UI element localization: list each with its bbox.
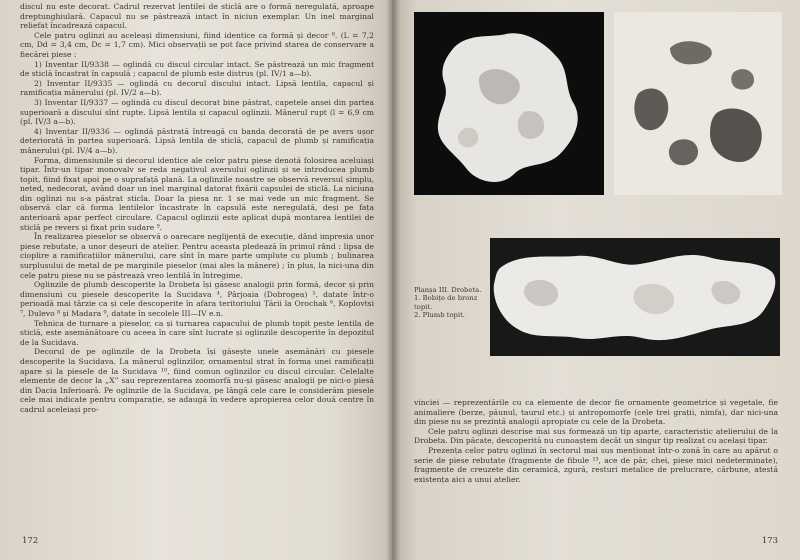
paragraph: Cele patru oglinzi au aceleași dimensiuni, fiind identice ca formă și decor ⁸. (L = 7,2 cm, Dd = 3,4 cm, Dc = 1,7 cm). Mici observații se pot face privind starea de conservare a fiecărei piese :	[20, 30, 374, 59]
plate-photo-1	[414, 12, 604, 195]
paragraph: Cele patru oglinzi descrise mai sus formează un tip aparte, caracteristic atelierului de la Drobeta. Din păcate, descoperită nu cunoaștem decât un singur tip realizat cu același tipar.	[414, 426, 778, 446]
paragraph: Forma, dimensiunile și decorul identice ale celor patru piese denotă folosirea aceluiași tipar. Într-un tipar monovalv se reda negativul aversului oglinzii și se introducea plumb topit, fiind fixat apoi pe o suprafață plană. La oglinzile noastre se observă reversul simplu, neted, nedecorat, având doar un inel marginal datorat fixării capsulei de sticlă. La niciuna din oglinzi nu s-a păstrat sticla. Doar la piesa nr. 1 se mai vede un mic fragment. Se observă clar că forma lentilelor încastrate în capsulă este neregulată, deși pe fața anterioară apar perfect circulare. Capacul oglinzii este aplicat după montarea lentilei de sticlă pe revers și fixat prin sudare ⁹.	[20, 155, 374, 232]
book-gutter	[386, 0, 400, 560]
plate-caption-title: Planșa III. Drobeta.	[414, 286, 482, 294]
paragraph: 4) Inventar II/9336 — oglindă păstrată întreagă cu banda decorată de pe avers ușor deteriorată în partea superioară. Lipsă lentila de sticlă, capacul de plumb și ramificația mânerului (pl. IV/4 a—b).	[20, 126, 374, 155]
paragraph: vinciei — reprezentările cu ca elemente de decor fie ornamente geometrice și vegetale, fie animaliere (berze, păunul, taurul etc.) și antropomorfe (cele trei grații, nimfa), dar nici-una din piese nu se prezintă analogii apropiate cu cele de la Drobeta.	[414, 398, 778, 427]
paragraph: Decorul de pe oglinzile de la Drobeta își găsește unele asemănări cu piesele descoperite la Sucidava. La mânerul oglinzilor, ornamentul strat în forma unei ramificații apare și la piesele de la Sucidava ¹⁰, fiind comun oglinzilor cu discul circular. Celelalte elemente de decor la „X” sau reprezentarea zoomorfă nu-și găsesc analogii pe nici-o piesă din Dacia Inferioară. Pe oglinzile de la Sucidava, pe lângă cele care le considerăm piesele cele mai indicate pentru comparație, se adaugă în vedere apropierea celor două centre în cadrul aceleiași pro-	[20, 347, 374, 414]
right-page-body	[414, 398, 778, 484]
page-number-right: 173	[761, 536, 778, 546]
paragraph: Prezența celor patru oglinzi în sectorul mai sus menționat într-o zonă în care au apărut o serie de piese rebutate (fragmente de fibule ¹³, ace de păr, chei, piese mici nedeterminate), fragmente de creuzete din ceramică, zgură, resturi metalice de prelucrare, cărbune, atestă existența aici a unui atelier.	[414, 445, 778, 484]
bronze-beads-image	[614, 12, 782, 195]
paragraph: În realizarea pieselor se observă o oarecare neglijență de execuție, dând impresia unor piese rebutate, a unor deșeuri de atelier. Pentru aceasta pledează în primul rând : lipsa de cioplire a ramificațiilor mânerului, care sînt în mare parte umplute cu plumb ; bulinarea surplusului de metal de pe marginile pieselor (mai ales la mânere) ; în plus, la nici-una din cele patru piese nu se păstrează vreo lentilă în întregime.	[20, 232, 374, 280]
plate-photo-2	[614, 12, 782, 195]
bronze-lump-image	[414, 12, 604, 195]
plate-caption	[414, 286, 492, 320]
paragraph: 3) Inventar II/9337 — oglindă cu discul decorat bine păstrat, capetele ansei din partea superioară a discului sînt rupte. Lipsă lentila și capacul oglinzii. Mânerul rupt (l = 6,9 cm (pl. IV/3 a—b).	[20, 97, 374, 127]
paragraph: Oglinzile de plumb descoperite la Drobeta își găsesc analogii prin formă, decor și prin dimensiuni cu piesele descoperite la Sucidava ⁴, Pârjoaia (Dobrogea) ⁵, datate într-o perioadă mai târzie ca și cele descoperite în afara teritoriului Țării la Orochak ⁶, Koplovtsi ⁷, Dulevo ⁸ și Madara ⁹, datate în secolele III—IV e.n.	[20, 280, 374, 318]
plate-caption-item: 1. Bobițe de bronz topit.	[414, 294, 478, 311]
paragraph: 2) Inventar II/9335 — oglindă cu decorul discului intact. Lipsă lentila, capacul și ramificația mânerului (pl. IV/2 a—b).	[20, 78, 374, 98]
plate-photo-3	[490, 238, 780, 356]
paragraph: discul nu este decorat. Cadrul rezervat lentilei de sticlă are o formă neregulată, aproape dreptunghiulară. Capacul nu se păstrează intact în niciun exemplar. Un inel marginal reliefat încadrează capacul.	[20, 2, 374, 31]
paragraph: Tehnica de turnare a pieselor, ca și turnarea capacului de plumb topit peste lentila de sticlă, este asemănătoare cu aceea în care sînt lucrate și oglinzile descoperite în depozitul de la Sucidava.	[20, 318, 374, 347]
paragraph: 1) Inventar II/9338 — oglindă cu discul circular intact. Se păstrează un mic fragment de sticlă încastrat în capsulă ; capacul de plumb este distrus (pl. IV/1 a—b).	[20, 59, 374, 79]
left-page-body	[20, 2, 374, 415]
page-number-left: 172	[22, 536, 39, 546]
plate-caption-item: 2. Plumb topit.	[414, 311, 465, 320]
left-page	[0, 0, 392, 560]
melted-lead-image	[490, 238, 780, 356]
right-page	[392, 0, 800, 560]
